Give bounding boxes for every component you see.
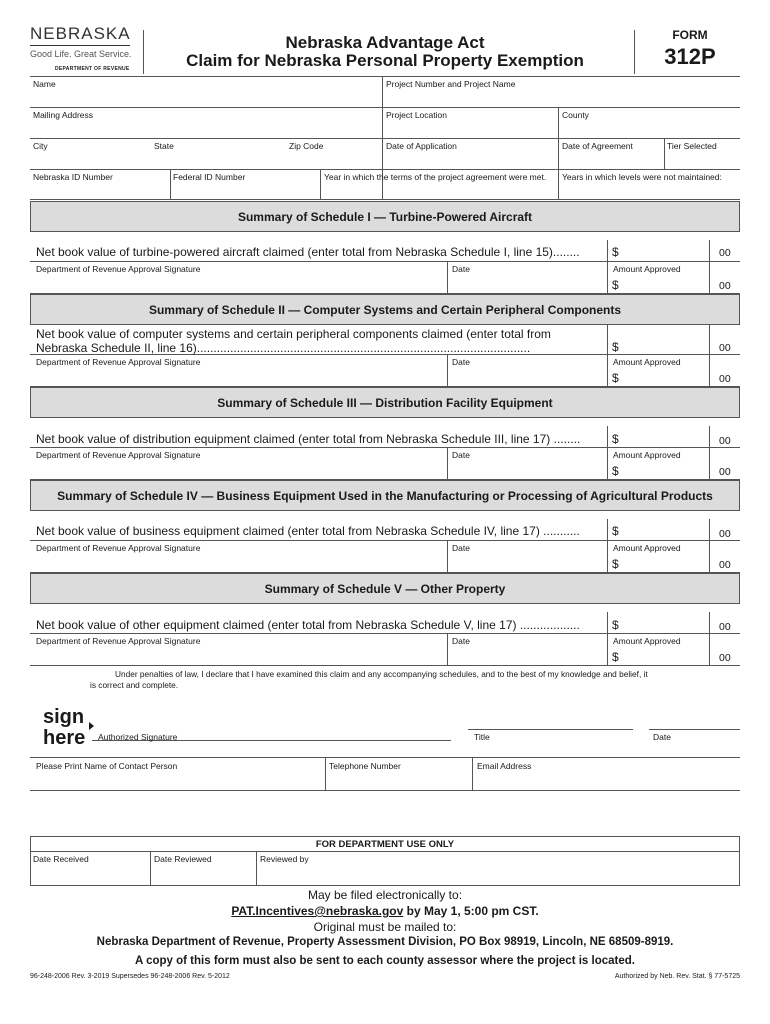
schedule-5-heading: Summary of Schedule V — Other Property [30, 573, 740, 604]
date-agreement-field[interactable] [558, 138, 664, 169]
schedule-2-approval-signature[interactable] [30, 355, 447, 386]
filing-email-link[interactable]: PAT.Incentives@nebraska.gov [231, 904, 404, 918]
telephone-field[interactable] [326, 758, 472, 790]
city-label: City [33, 141, 48, 151]
contact-person-label: Please Print Name of Contact Person [36, 761, 178, 771]
date-reviewed-field[interactable] [151, 852, 256, 886]
federal-id-label: Federal ID Number [173, 172, 246, 182]
schedule-2-amount-approved[interactable] [608, 355, 739, 386]
amount-approved-label: Amount Approved [613, 357, 681, 367]
dollar-sign: $ [612, 340, 619, 354]
sign-date-field[interactable] [649, 700, 740, 742]
date-received-label: Date Received [33, 854, 89, 864]
approval-signature-label: Department of Revenue Approval Signature [36, 357, 201, 367]
schedule-1-net-value-text: Net book value of turbine-powered aircraft claimed (enter total from Nebraska Schedule I, line 15)........ [36, 245, 580, 259]
declaration-text: Under penalties of law, I declare that I have examined this claim and any accompanying schedules, and to the best of my knowledge and belief, it [115, 669, 648, 679]
schedule-4-net-value-text: Net book value of business equipment claimed (enter total from Nebraska Schedule IV, line 17) ........... [36, 524, 580, 538]
cents-zeros: 00 [719, 621, 731, 633]
title-label: Title [474, 732, 490, 742]
date-reviewed-label: Date Reviewed [154, 854, 212, 864]
schedule-5-approval-date[interactable] [448, 634, 607, 665]
cents-zeros: 00 [719, 280, 731, 292]
dollar-sign: $ [612, 618, 619, 632]
schedule-3-amount-approved[interactable] [608, 448, 739, 479]
filing-mail-text: Original must be mailed to: [313, 920, 457, 934]
cents-zeros: 00 [719, 559, 731, 571]
sign-date-label: Date [653, 732, 671, 742]
schedule-1-approval-date[interactable] [448, 262, 607, 293]
email-label: Email Address [477, 761, 532, 771]
approval-signature-label: Department of Revenue Approval Signature [36, 264, 201, 274]
contact-person-field[interactable] [30, 758, 325, 790]
title-field[interactable] [468, 700, 633, 742]
approval-signature-label: Department of Revenue Approval Signature [36, 636, 201, 646]
schedule-5-amount-approved[interactable] [608, 634, 739, 665]
federal-id-field[interactable] [170, 169, 320, 199]
filing-county-copy: A copy of this form must also be sent to each county assessor where the project is located. [135, 955, 635, 967]
filing-address: Nebraska Department of Revenue, Property Assessment Division, PO Box 98919, Lincoln, NE 68509-8919. [96, 936, 674, 948]
dollar-sign: $ [612, 464, 619, 478]
project-number-field[interactable] [382, 76, 740, 107]
city-field[interactable] [30, 138, 150, 169]
date-label: Date [452, 543, 470, 553]
schedule-4-approval-date[interactable] [448, 541, 607, 572]
year-met-label: Year in which the terms of the project agreement were met. [324, 172, 547, 182]
schedule-1-net-value-input[interactable] [608, 240, 739, 261]
cents-zeros: 00 [719, 247, 731, 259]
nebraska-logo [30, 24, 140, 76]
approval-signature-label: Department of Revenue Approval Signature [36, 543, 201, 553]
amount-approved-label: Amount Approved [613, 543, 681, 553]
footer-authority: Authorized by Neb. Rev. Stat. § 77-5725 [614, 973, 740, 980]
reviewed-by-label: Reviewed by [260, 854, 309, 864]
tier-field[interactable] [664, 138, 740, 169]
authorized-signature-label: Authorized Signature [98, 732, 178, 742]
schedule-3-net-value-text: Net book value of distribution equipment claimed (enter total from Nebraska Schedule III, line 17) ........ [36, 432, 581, 446]
schedule-1-amount-approved[interactable] [608, 262, 739, 293]
tier-label: Tier Selected [667, 141, 717, 151]
email-field[interactable] [473, 758, 740, 790]
schedule-4-net-value-input[interactable] [608, 519, 739, 540]
logo-state: NEBRASKA [30, 24, 131, 43]
zip-field[interactable] [285, 138, 382, 169]
name-field[interactable] [30, 76, 382, 107]
form-box-divider [634, 30, 635, 74]
schedule-4-amount-approved[interactable] [608, 541, 739, 572]
dollar-sign: $ [612, 278, 619, 292]
dollar-sign: $ [612, 524, 619, 538]
form-number: 312P [664, 44, 716, 69]
cents-zeros: 00 [719, 466, 731, 478]
sign-word: sign [43, 706, 85, 728]
schedule-3-net-value-input[interactable] [608, 426, 739, 447]
zip-label: Zip Code [289, 141, 324, 151]
amount-approved-label: Amount Approved [613, 264, 681, 274]
date-received-field[interactable] [30, 852, 150, 886]
dollar-sign: $ [612, 432, 619, 446]
project-location-label: Project Location [386, 110, 447, 120]
telephone-label: Telephone Number [329, 761, 401, 771]
authorized-signature-field[interactable] [92, 700, 451, 741]
form-title: Nebraska Advantage Act [285, 33, 485, 52]
dollar-sign: $ [612, 245, 619, 259]
project-number-label: Project Number and Project Name [386, 79, 516, 89]
filing-electronic-text: May be filed electronically to: [307, 888, 463, 902]
schedule-5-net-value-input[interactable] [608, 612, 739, 633]
date-application-label: Date of Application [386, 141, 457, 151]
cents-zeros: 00 [719, 435, 731, 447]
amount-approved-label: Amount Approved [613, 450, 681, 460]
schedule-2-net-value-input[interactable] [608, 325, 739, 354]
dept-use-heading: FOR DEPARTMENT USE ONLY [315, 839, 455, 850]
schedule-5-approval-signature[interactable] [30, 634, 447, 665]
here-word: here [43, 727, 86, 749]
date-label: Date [452, 264, 470, 274]
schedule-2-net-value-text: Net book value of computer systems and certain peripheral components claimed (enter total from [36, 327, 551, 341]
cents-zeros: 00 [719, 373, 731, 385]
declaration-text-line2: is correct and complete. [90, 680, 179, 690]
years-not-maintained-field[interactable] [558, 169, 740, 199]
footer-revision: 96-248-2006 Rev. 3-2019 Supersedes 96-248-2006 Rev. 5-2012 [30, 973, 230, 980]
logo-slogan: Good Life. Great Service. [30, 49, 132, 59]
mailing-address-label: Mailing Address [33, 110, 94, 120]
filing-deadline: by May 1, 5:00 pm CST. [403, 904, 539, 918]
county-field[interactable] [558, 107, 740, 138]
dollar-sign: $ [612, 650, 619, 664]
date-label: Date [452, 450, 470, 460]
cents-zeros: 00 [719, 652, 731, 664]
amount-approved-label: Amount Approved [613, 636, 681, 646]
state-label: State [154, 141, 174, 151]
logo-divider [143, 30, 144, 74]
year-met-field[interactable] [320, 169, 558, 199]
years-not-maintained-label: Years in which levels were not maintained: [562, 172, 722, 182]
schedule-2-heading: Summary of Schedule II — Computer Systems and Certain Peripheral Components [30, 294, 740, 325]
form-subtitle: Claim for Nebraska Personal Property Exemption [186, 51, 584, 70]
project-location-field[interactable] [382, 107, 558, 138]
date-label: Date [452, 636, 470, 646]
schedule-2-approval-date[interactable] [448, 355, 607, 386]
name-label: Name [33, 79, 56, 89]
logo-underline [30, 45, 130, 46]
schedule-1-heading: Summary of Schedule I — Turbine-Powered Aircraft [30, 201, 740, 232]
dollar-sign: $ [612, 371, 619, 385]
filing-email-line [0, 904, 770, 918]
state-field[interactable] [150, 138, 285, 169]
nebraska-id-label: Nebraska ID Number [33, 172, 113, 182]
schedule-4-approval-signature[interactable] [30, 541, 447, 572]
reviewed-by-field[interactable] [257, 852, 740, 886]
dollar-sign: $ [612, 557, 619, 571]
schedule-2-net-value-text-line2: Nebraska Schedule II, line 16).................................................................................................... [36, 341, 531, 355]
date-application-field[interactable] [382, 138, 558, 169]
logo-dept: DEPARTMENT OF REVENUE [55, 66, 130, 72]
schedule-3-heading: Summary of Schedule III — Distribution Facility Equipment [30, 387, 740, 418]
county-label: County [562, 110, 589, 120]
date-agreement-label: Date of Agreement [562, 141, 633, 151]
schedule-3-approval-signature[interactable] [30, 448, 447, 479]
mailing-address-field[interactable] [30, 107, 382, 138]
cents-zeros: 00 [719, 528, 731, 540]
approval-signature-label: Department of Revenue Approval Signature [36, 450, 201, 460]
date-label: Date [452, 357, 470, 367]
schedule-1-approval-signature[interactable] [30, 262, 447, 293]
cents-zeros: 00 [719, 342, 731, 354]
schedule-5-net-value-text: Net book value of other equipment claimed (enter total from Nebraska Schedule V, line 17) .................. [36, 618, 580, 632]
schedule-4-heading: Summary of Schedule IV — Business Equipment Used in the Manufacturing or Processing of Agricultural Products [30, 480, 740, 511]
schedule-3-approval-date[interactable] [448, 448, 607, 479]
nebraska-id-field[interactable] [30, 169, 170, 199]
form-label: FORM [672, 28, 708, 42]
